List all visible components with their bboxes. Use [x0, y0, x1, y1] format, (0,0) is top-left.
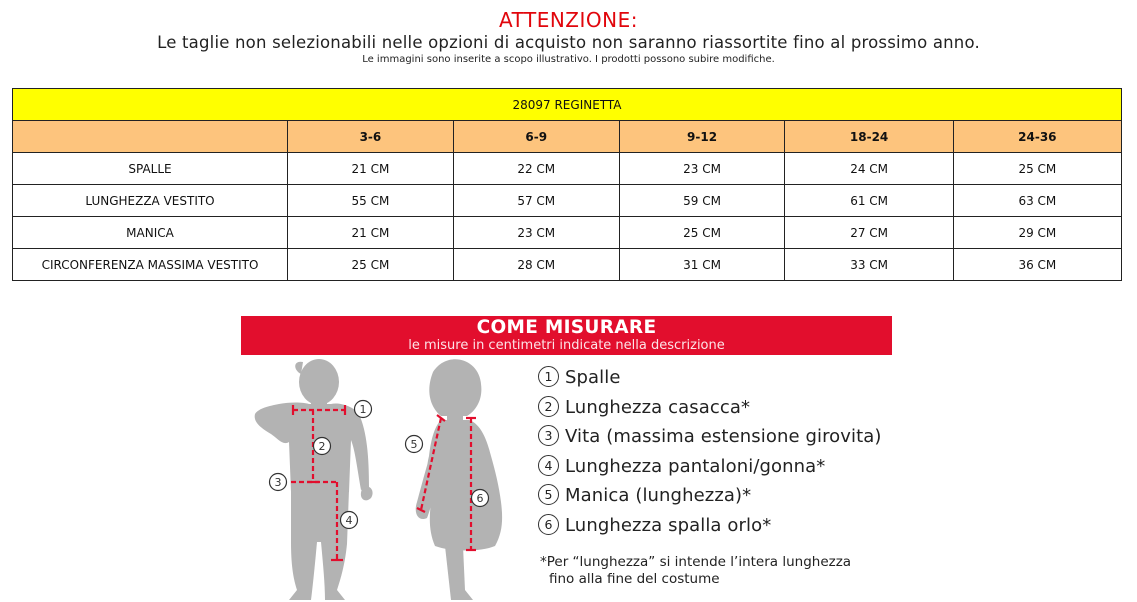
- legend-item: [538, 396, 882, 426]
- legend-number: 2: [538, 396, 559, 417]
- legend-item: [538, 484, 882, 514]
- table-cell: 21 CM: [288, 217, 454, 249]
- table-cell: 33 CM: [785, 249, 953, 281]
- table-cell: 25 CM: [953, 153, 1121, 185]
- legend-text: Lunghezza pantaloni/gonna*: [565, 455, 826, 477]
- attention-title: ATTENZIONE:: [499, 8, 638, 32]
- length-footnote: [540, 554, 851, 588]
- row-label: MANICA: [13, 217, 288, 249]
- guide-subtitle: le misure in centimetri indicate nella descrizione: [408, 338, 725, 353]
- legend-number: 1: [538, 366, 559, 387]
- size-header: 24-36: [953, 121, 1121, 153]
- legend-item: [538, 455, 882, 485]
- row-label: CIRCONFERENZA MASSIMA VESTITO: [13, 249, 288, 281]
- table-cell: 23 CM: [453, 217, 619, 249]
- legend-item: [538, 366, 882, 396]
- measure-legend: [538, 366, 882, 544]
- table-cell: 27 CM: [785, 217, 953, 249]
- disclaimer: Le immagini sono inserite a scopo illustrativo. I prodotti possono subire modifiche.: [362, 54, 775, 65]
- table-row: [13, 185, 1122, 217]
- footnote-line: *Per “lunghezza” si intende l’intera lunghezza: [540, 554, 852, 570]
- table-cell: 25 CM: [619, 217, 785, 249]
- footnote-line: fino alla fine del costume: [549, 571, 720, 587]
- restock-notice: Le taglie non selezionabili nelle opzioni di acquisto non saranno riassortite fino al prossimo anno.: [157, 33, 980, 52]
- table-cell: 36 CM: [953, 249, 1121, 281]
- table-row: [13, 153, 1122, 185]
- legend-text: Spalle: [565, 367, 621, 388]
- table-cell: 57 CM: [453, 185, 619, 217]
- guide-title: COME MISURARE: [476, 317, 657, 338]
- callout-number: 5: [410, 438, 418, 451]
- table-row: [13, 249, 1122, 281]
- table-cell: 63 CM: [953, 185, 1121, 217]
- table-title-row: [13, 89, 1122, 121]
- table-cell: 23 CM: [619, 153, 785, 185]
- legend-text: Lunghezza spalla orlo*: [565, 514, 772, 536]
- row-label: SPALLE: [13, 153, 288, 185]
- product-title: 28097 REGINETTA: [13, 89, 1122, 121]
- legend-number: 4: [538, 455, 559, 476]
- table-cell: 31 CM: [619, 249, 785, 281]
- legend-number: 5: [538, 484, 559, 505]
- size-table: [12, 88, 1122, 281]
- size-header: 3-6: [288, 121, 454, 153]
- table-cell: 24 CM: [785, 153, 953, 185]
- child-figures-illustration: [241, 352, 521, 602]
- side-child-figure-icon: [416, 359, 502, 600]
- table-row: [13, 217, 1122, 249]
- callout-number: 1: [359, 403, 367, 416]
- size-header: 6-9: [453, 121, 619, 153]
- callout-number: 6: [476, 492, 484, 505]
- callout-number: 2: [318, 440, 326, 453]
- guide-banner: [241, 316, 892, 355]
- row-label: LUNGHEZZA VESTITO: [13, 185, 288, 217]
- table-cell: 28 CM: [453, 249, 619, 281]
- header-empty-cell: [13, 121, 288, 153]
- legend-number: 3: [538, 425, 559, 446]
- size-header-row: [13, 121, 1122, 153]
- legend-text: Vita (massima estensione girovita): [565, 426, 882, 448]
- callout-number: 4: [345, 514, 353, 527]
- legend-text: Manica (lunghezza)*: [565, 485, 752, 507]
- size-header: 18-24: [785, 121, 953, 153]
- table-cell: 55 CM: [288, 185, 454, 217]
- callout-number: 3: [274, 476, 282, 489]
- legend-text: Lunghezza casacca*: [565, 396, 751, 418]
- table-cell: 29 CM: [953, 217, 1121, 249]
- legend-item: [538, 425, 882, 455]
- table-cell: 61 CM: [785, 185, 953, 217]
- table-cell: 21 CM: [288, 153, 454, 185]
- table-cell: 59 CM: [619, 185, 785, 217]
- legend-item: [538, 514, 882, 544]
- measuring-guide: [241, 316, 892, 602]
- table-cell: 22 CM: [453, 153, 619, 185]
- legend-number: 6: [538, 514, 559, 535]
- size-header: 9-12: [619, 121, 785, 153]
- table-cell: 25 CM: [288, 249, 454, 281]
